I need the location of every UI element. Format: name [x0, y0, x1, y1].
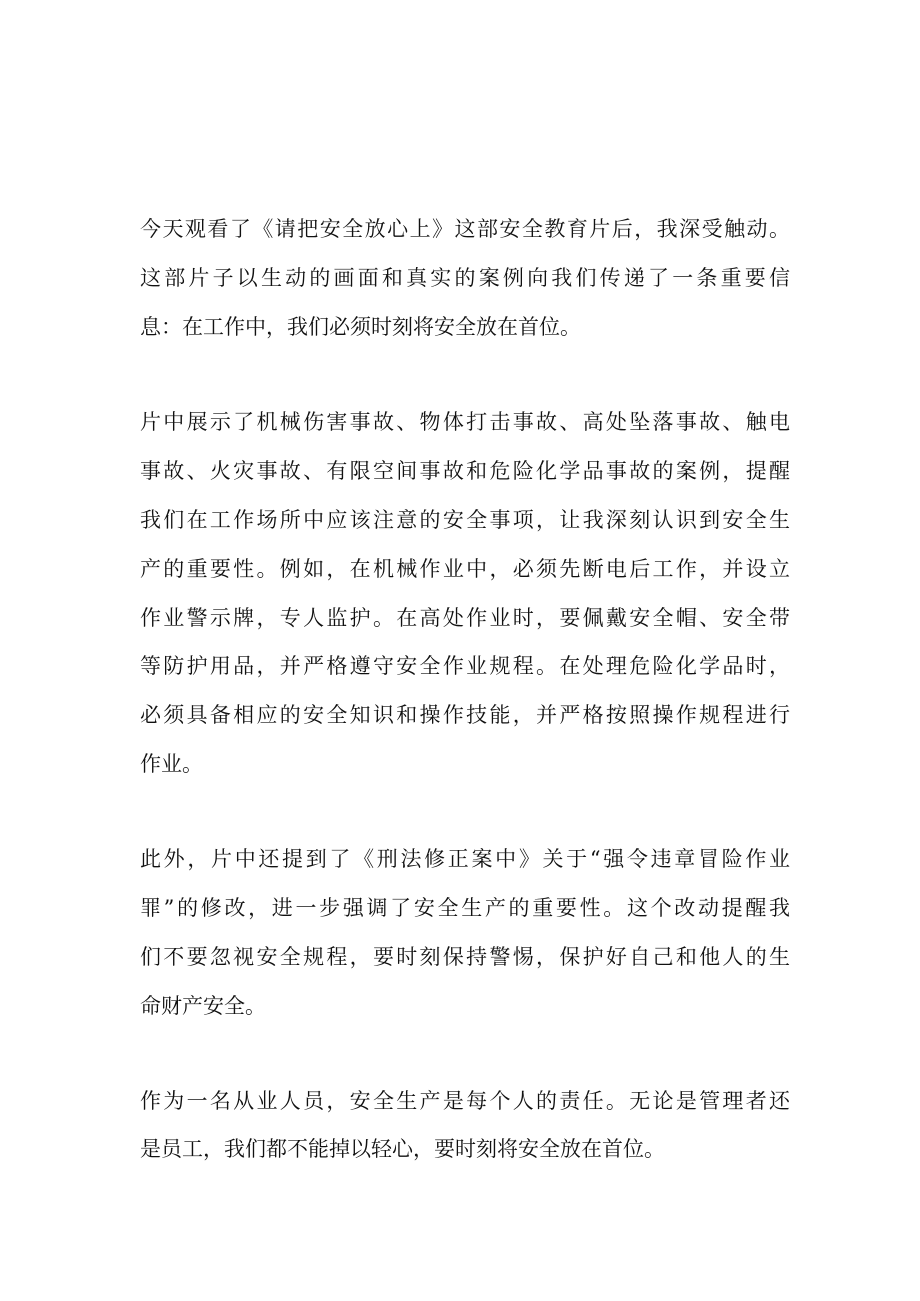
paragraph-2-line-2: 事故、火灾事故、有限空间事故和危险化学品事故的案例，提醒 — [140, 459, 790, 483]
paragraph-3-line-1: 此外，片中还提到了《刑法修正案中》关于“强令违章冒险作业 — [140, 847, 790, 871]
paragraph-1-line-3: 息：在工作中，我们必须时刻将安全放在首位。 — [140, 315, 581, 339]
paragraph-2-line-4: 产的重要性。例如，在机械作业中，必须先断电后工作，并设立 — [140, 557, 790, 581]
paragraph-2-line-6: 等防护用品，并严格遵守安全作业规程。在处理危险化学品时， — [140, 654, 790, 678]
paragraph-2-line-5: 作业警示牌，专人监护。在高处作业时，要佩戴安全帽、安全带 — [140, 606, 790, 630]
paragraph-4-line-2: 是员工，我们都不能掉以轻心，要时刻将安全放在首位。 — [140, 1137, 665, 1161]
paragraph-1-line-1: 今天观看了《请把安全放心上》这部安全教育片后，我深受触动。 — [140, 217, 790, 241]
paragraph-3-line-4: 命财产安全。 — [140, 994, 266, 1018]
paragraph-1-line-2: 这部片子以生动的画面和真实的案例向我们传递了一条重要信 — [140, 266, 790, 290]
paragraph-2-line-3: 我们在工作场所中应该注意的安全事项，让我深刻认识到安全生 — [140, 508, 790, 532]
paragraph-2-line-8: 作业。 — [140, 752, 203, 776]
paragraph-3-line-2: 罪”的修改，进一步强调了安全生产的重要性。这个改动提醒我 — [140, 896, 790, 920]
paragraph-3-line-3: 们不要忽视安全规程，要时刻保持警惕，保护好自己和他人的生 — [140, 945, 790, 969]
paragraph-2-line-1: 片中展示了机械伤害事故、物体打击事故、高处坠落事故、触电 — [140, 410, 790, 434]
paragraph-2-line-7: 必须具备相应的安全知识和操作技能，并严格按照操作规程进行 — [140, 703, 790, 727]
paragraph-4-line-1: 作为一名从业人员，安全生产是每个人的责任。无论是管理者还 — [140, 1089, 790, 1113]
